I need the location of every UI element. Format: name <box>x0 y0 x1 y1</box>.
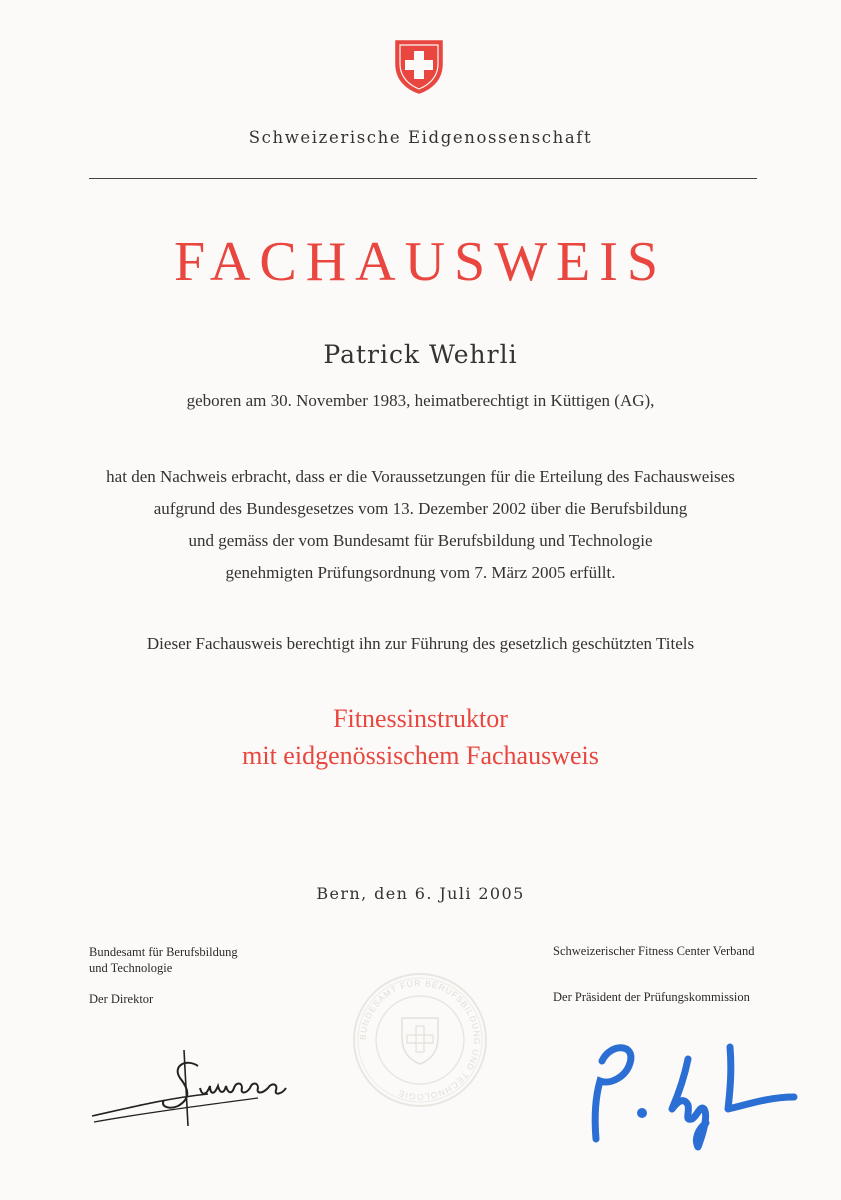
left-signatory-role: Der Direktor <box>89 992 154 1006</box>
left-org-line2: und Technologie <box>89 961 173 975</box>
issuer-name: Schweizerische Eidgenossenschaft <box>248 128 593 147</box>
holder-name: Patrick Wehrli <box>323 340 518 369</box>
statement-line: und gemäss der vom Bundesamt für Berufsbildung und Technologie <box>188 531 653 550</box>
right-signatory-role: Der Präsident der Prüfungskommission <box>553 990 750 1004</box>
statement-line: genehmigten Prüfungsordnung vom 7. März 2005 erfüllt. <box>225 563 616 582</box>
left-org-line1: Bundesamt für Berufsbildung <box>89 945 238 959</box>
president-signature <box>580 1035 800 1155</box>
left-signatory-organization <box>89 944 238 976</box>
seal-text: BUNDESAMT FÜR BERUFSBILDUNG UND TECHNOLOGIE <box>357 977 483 1103</box>
entitlement-text: Dieser Fachausweis berechtigt ihn zur Führung des gesetzlich geschützten Titels <box>146 634 695 653</box>
place-and-date: Bern, den 6. Juli 2005 <box>316 884 525 903</box>
swiss-coat-of-arms-icon <box>393 38 445 94</box>
right-signatory-organization: Schweizerischer Fitness Center Verband <box>553 944 755 958</box>
statement-line: aufgrund des Bundesgesetzes vom 13. Dezember 2002 über die Berufsbildung <box>153 499 688 518</box>
protected-title <box>0 700 841 774</box>
protected-title-line2: mit eidgenössischem Fachausweis <box>242 741 599 770</box>
statement <box>60 466 781 594</box>
director-signature <box>88 1048 298 1130</box>
header-divider <box>89 178 757 179</box>
document-title: FACHAUSWEIS <box>173 231 668 293</box>
holder-details: geboren am 30. November 1983, heimatberechtigt in Küttigen (AG), <box>186 391 655 410</box>
statement-line: hat den Nachweis erbracht, dass er die Voraussetzungen für die Erteilung des Fachausweises <box>106 467 735 486</box>
embossed-seal <box>350 970 490 1110</box>
protected-title-line1: Fitnessinstruktor <box>333 704 508 733</box>
